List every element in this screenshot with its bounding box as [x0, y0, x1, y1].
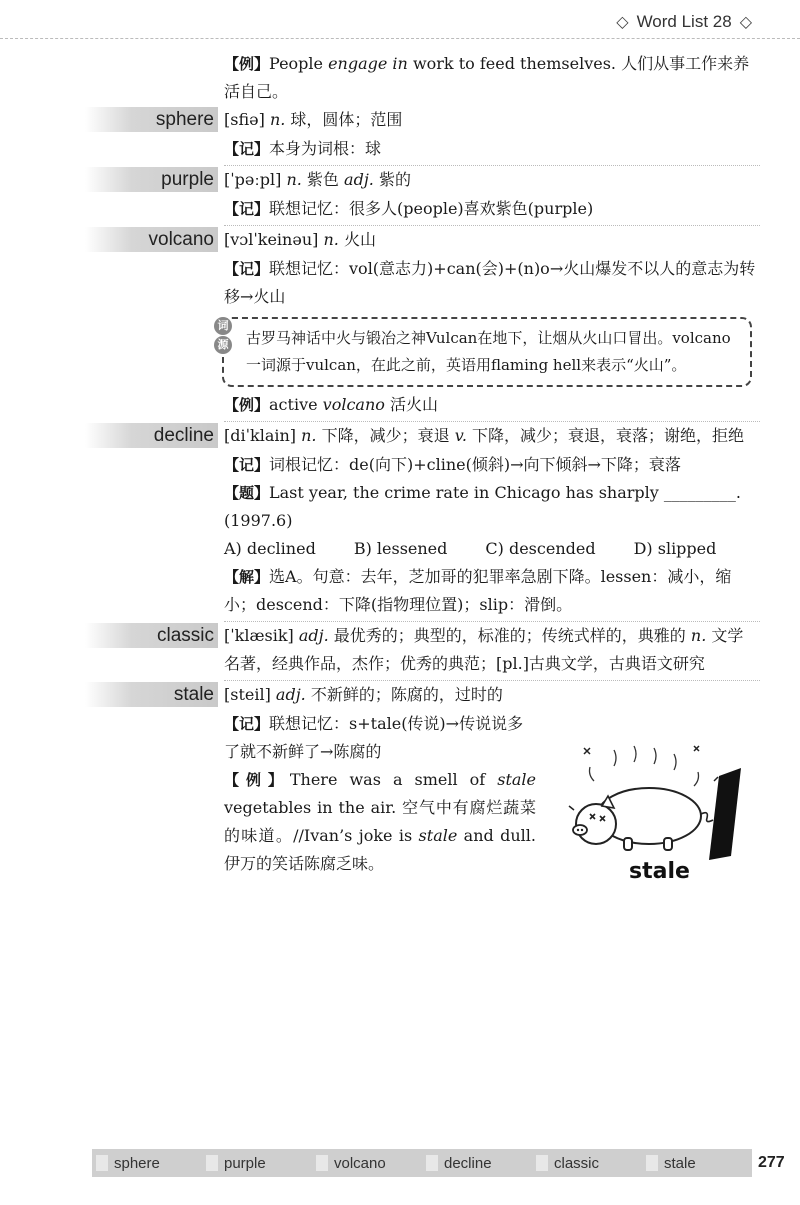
part-of-speech: adj. [298, 626, 329, 645]
example-italic: stale [418, 826, 458, 845]
definition-text: 紫色 [306, 170, 339, 189]
memory-tag: 【记】 [224, 260, 270, 278]
diamond-icon: ◇ [739, 14, 752, 31]
entry-sphere [0, 106, 800, 166]
footer-word-volcano [312, 1155, 422, 1172]
etymology-box [217, 317, 752, 387]
stale-pig-illustration [554, 736, 754, 886]
header-divider [0, 38, 800, 39]
page-number: 277 [758, 1154, 785, 1171]
choice-d: D) slipped [633, 539, 717, 558]
memory-text: 联想记忆：很多人(people)喜欢紫色(purple) [269, 199, 594, 218]
part-of-speech: n. [690, 626, 707, 645]
checkbox-icon [96, 1155, 108, 1171]
definition-text: 火山 [343, 230, 376, 249]
memory-text: 本身为词根：球 [269, 139, 382, 158]
answer-tag: 【解】 [224, 568, 270, 586]
example-italic: volcano [322, 395, 385, 414]
part-of-speech: adj. [275, 685, 306, 704]
definition-text: 文学名著，经典作品，杰作；优秀的典范；[pl.]古典文学，古典语文研究 [224, 626, 744, 673]
example-italic: stale [497, 770, 536, 789]
footer-word-label: stale [664, 1154, 696, 1172]
header-title: Word List 28 [636, 12, 732, 31]
definition [224, 422, 759, 450]
etymology-badge-char: 源 [214, 336, 232, 354]
example-tag: 【例】 [224, 771, 290, 789]
footer-word-sphere [92, 1155, 202, 1172]
footer-word-purple [202, 1155, 312, 1172]
illustration-label: stale [629, 859, 690, 884]
etymology-badge-icon [214, 317, 234, 354]
pronunciation: [ˈklæsik] [224, 626, 294, 645]
memory-tag: 【记】 [224, 715, 270, 733]
memory-tag: 【记】 [224, 140, 270, 158]
headword: sphere [85, 107, 218, 132]
memory-note [224, 710, 536, 766]
answer-text: 选A。句意：去年，芝加哥的犯罪率急剧下降。lessen：减小，缩小；descend：下降(指物理位置)；slip：滑倒。 [224, 567, 732, 614]
choice-a: A) declined [224, 539, 316, 558]
etymology-badge-char: 词 [214, 317, 232, 335]
definition-text: 不新鲜的；陈腐的，过时的 [310, 685, 503, 704]
footer-word-label: classic [554, 1154, 600, 1172]
footer-word-label: decline [444, 1154, 492, 1172]
headword: purple [85, 167, 218, 192]
memory-tag: 【记】 [224, 456, 270, 474]
memory-text: 联想记忆：s+tale(传说)→传说说多了就不新鲜了→陈腐的 [224, 714, 524, 761]
footer-word-label: sphere [114, 1154, 160, 1172]
checkbox-icon [206, 1155, 218, 1171]
part-of-speech: n. [286, 170, 302, 189]
etymology-text: 古罗马神话中火与锻冶之神Vulcan在地下，让烟从火山口冒出。volcano一词源于vulcan，在此之前，英语用flaming hell来表示“火山”。 [246, 329, 731, 374]
headword: stale [85, 682, 218, 707]
definition [224, 166, 759, 194]
entry-volcano [0, 226, 800, 422]
example-tag: 【例】 [224, 396, 270, 414]
definition-text: 球，圆体；范围 [290, 110, 403, 129]
memory-note [224, 135, 759, 163]
checkbox-icon [316, 1155, 328, 1171]
definition-text: 紫的 [378, 170, 411, 189]
example-text: work to feed themselves. 人们从事工作来养活自己。 [224, 54, 750, 101]
example-text: 活火山 [384, 395, 438, 414]
memory-note [224, 195, 759, 223]
answer-choices [224, 535, 759, 563]
entry-classic [0, 622, 800, 681]
entry-decline [0, 422, 800, 622]
part-of-speech: adj. [344, 170, 374, 189]
diamond-icon: ◇ [616, 14, 629, 31]
checkbox-icon [536, 1155, 548, 1171]
part-of-speech: n. [269, 110, 286, 129]
entry-stale [0, 681, 800, 884]
footer-word-decline [422, 1155, 532, 1172]
example [224, 391, 759, 419]
example-tag: 【例】 [224, 55, 270, 73]
headword: classic [85, 623, 218, 648]
footer-word-classic [532, 1155, 642, 1172]
checkbox-icon [646, 1155, 658, 1171]
answer-explanation [224, 563, 759, 619]
footer-word-stale [642, 1155, 752, 1172]
part-of-speech: n. [301, 426, 317, 445]
question-tag: 【题】 [224, 484, 270, 502]
definition-text: 最优秀的；典型的，标准的；传统式样的，典雅的 [333, 626, 686, 645]
definition-text: 下降，减少；衰退，衰落；谢绝，拒绝 [472, 426, 745, 445]
example-text: vegetables in the air. 空气中有腐烂蔬菜的味道。//Ivan’s joke is [224, 798, 536, 845]
question [224, 479, 759, 535]
example-italic: engage in [328, 54, 408, 73]
pronunciation: [sfiə] [224, 110, 265, 129]
choice-b: B) lessened [353, 539, 448, 558]
part-of-speech: n. [323, 230, 339, 249]
checkbox-icon [426, 1155, 438, 1171]
footer-word-index [92, 1149, 752, 1177]
pronunciation: [steil] [224, 685, 271, 704]
choice-c: C) descended [485, 539, 596, 558]
headword: volcano [85, 227, 218, 252]
example-text: People [269, 54, 329, 73]
example [224, 766, 536, 878]
headword: decline [85, 423, 218, 448]
example-text: There was a smell of [289, 770, 498, 789]
part-of-speech: v. [454, 426, 467, 445]
pronunciation: [vɔlˈkeinəu] [224, 230, 319, 249]
pronunciation: [diˈklain] [224, 426, 297, 445]
memory-note [224, 451, 759, 479]
memory-note [224, 255, 759, 311]
definition-text: 下降，减少；衰退 [321, 426, 450, 445]
footer-word-label: volcano [334, 1154, 386, 1172]
definition [224, 622, 759, 678]
top-example [224, 50, 759, 106]
entry-purple [0, 166, 800, 226]
definition [224, 226, 759, 254]
footer-word-label: purple [224, 1154, 266, 1172]
page-header [616, 12, 752, 32]
memory-tag: 【记】 [224, 200, 270, 218]
memory-text: 联想记忆：vol(意志力)+can(会)+(n)o→火山爆发不以人的意志为转移→火山 [224, 259, 756, 306]
question-text: Last year, the crime rate in Chicago has sharply _________. (1997.6) [224, 483, 741, 530]
example-text: active [269, 395, 323, 414]
definition [224, 106, 759, 134]
pronunciation: [ˈpəːpl] [224, 170, 282, 189]
definition [224, 681, 759, 709]
example-text: and dull. 伊万的笑话陈腐乏味。 [224, 826, 536, 873]
memory-text: 词根记忆：de(向下)+cline(倾斜)→向下倾斜→下降；衰落 [269, 455, 681, 474]
page-content [0, 50, 800, 884]
